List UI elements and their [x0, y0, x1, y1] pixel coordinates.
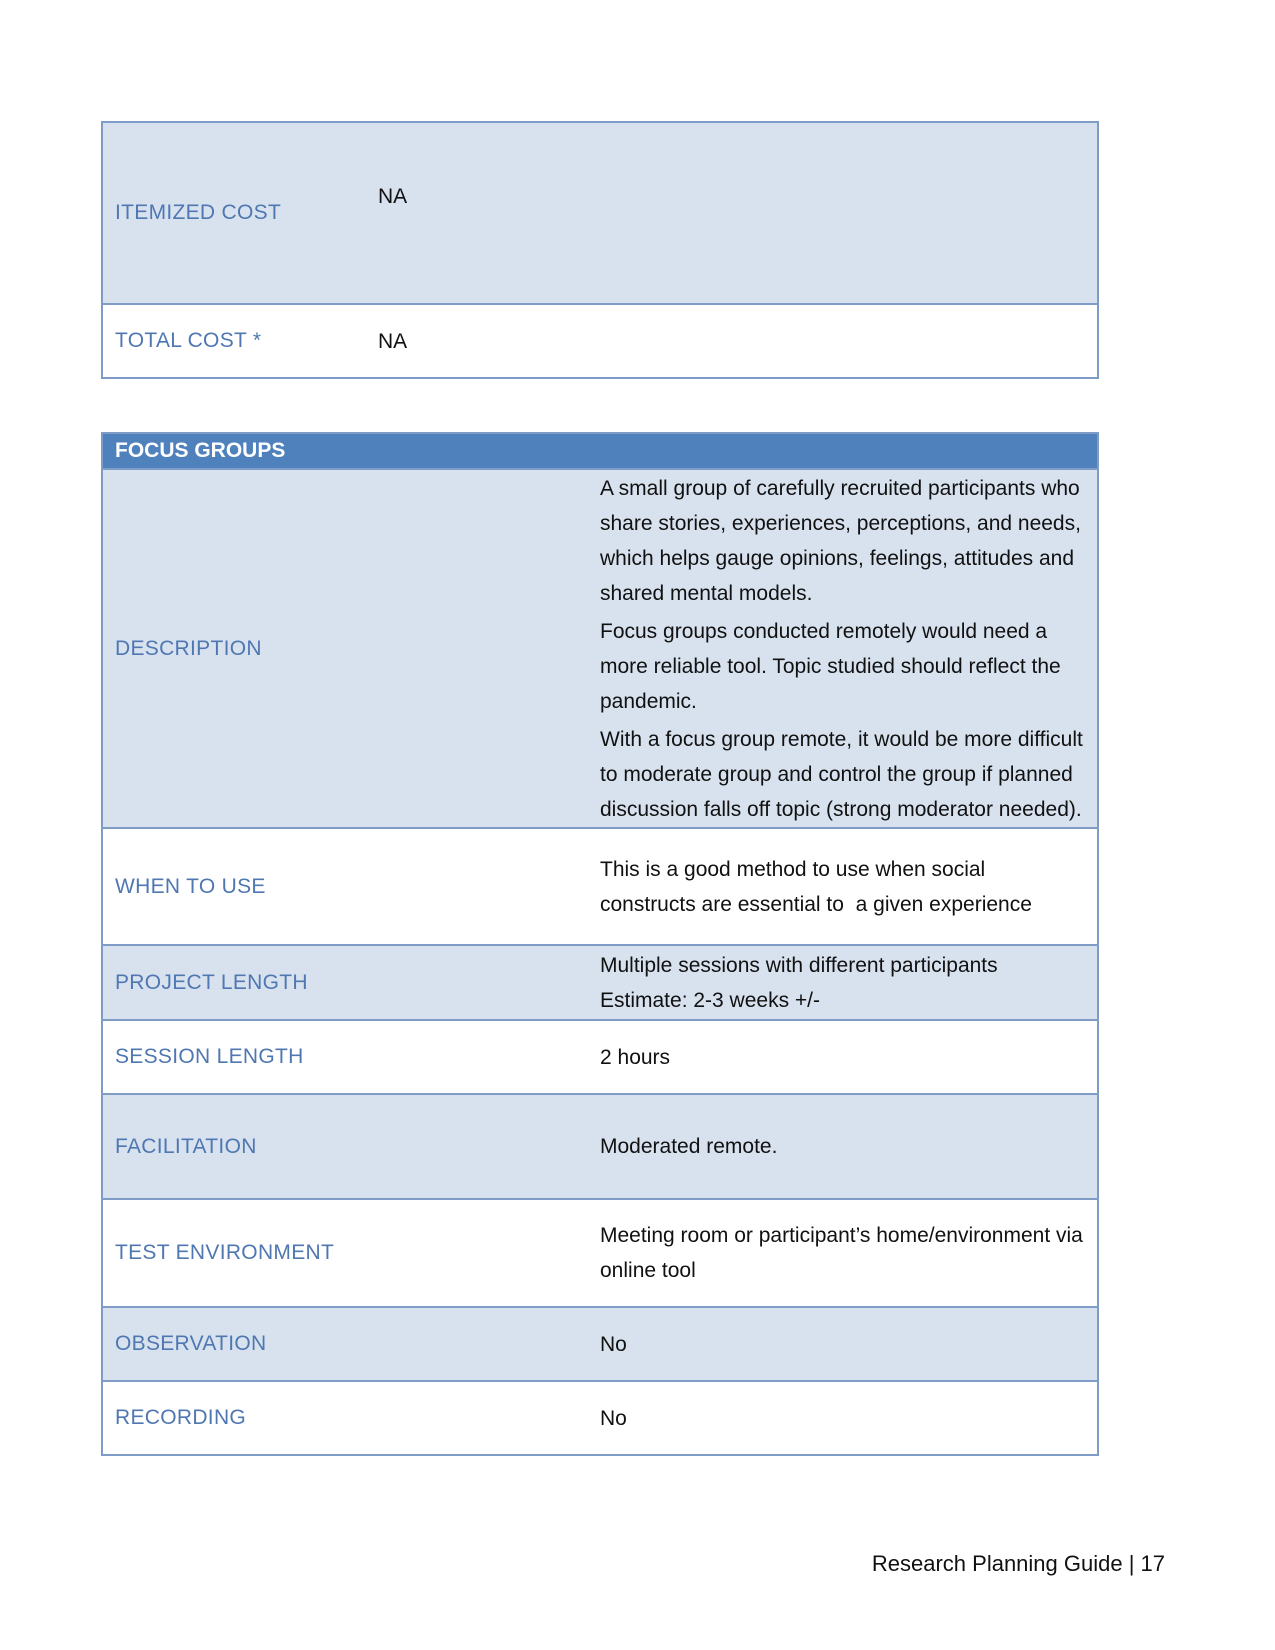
when-to-use-row: [102, 828, 1098, 945]
when-to-use-value: This is a good method to use when social constructs are essential to a given experience: [600, 828, 1098, 945]
focus-groups-heading: FOCUS GROUPS: [102, 433, 1098, 469]
session-length-value: 2 hours: [600, 1020, 1098, 1094]
facilitation-label: FACILITATION: [102, 1094, 600, 1199]
facilitation-row: [102, 1094, 1098, 1199]
observation-value: No: [600, 1307, 1098, 1381]
observation-row: [102, 1307, 1098, 1381]
focus-groups-table: [101, 432, 1099, 1456]
description-row: [102, 469, 1098, 828]
description-value: [600, 469, 1098, 828]
description-label: DESCRIPTION: [102, 469, 600, 828]
test-environment-row: [102, 1199, 1098, 1307]
description-paragraph: Focus groups conducted remotely would need a more reliable tool. Topic studied should reflect the pandemic.: [600, 620, 1061, 713]
facilitation-value: Moderated remote.: [600, 1094, 1098, 1199]
itemized-cost-row: [102, 122, 1098, 304]
cost-table: [101, 121, 1099, 379]
project-length-label: PROJECT LENGTH: [102, 945, 600, 1020]
project-length-row: [102, 945, 1098, 1020]
total-cost-value: NA: [378, 304, 1098, 378]
project-length-line: Multiple sessions with different participants: [600, 953, 998, 977]
total-cost-label: TOTAL COST *: [102, 304, 378, 378]
description-paragraph: A small group of carefully recruited participants who share stories, experiences, perceptions, and needs, which helps gauge opinions, feelings, attitudes and shared mental models.: [600, 477, 1081, 605]
description-paragraph: With a focus group remote, it would be more difficult to moderate group and control the group if planned discussion falls off topic (strong moderator needed).: [600, 728, 1083, 821]
total-cost-row: [102, 304, 1098, 378]
itemized-cost-label: ITEMIZED COST: [102, 122, 378, 304]
session-length-row: [102, 1020, 1098, 1094]
observation-label: OBSERVATION: [102, 1307, 600, 1381]
project-length-line: Estimate: 2-3 weeks +/-: [600, 988, 820, 1012]
recording-row: [102, 1381, 1098, 1455]
test-environment-value: Meeting room or participant’s home/environment via online tool: [600, 1199, 1098, 1307]
test-environment-label: TEST ENVIRONMENT: [102, 1199, 600, 1307]
focus-groups-header-row: [102, 433, 1098, 469]
recording-label: RECORDING: [102, 1381, 600, 1455]
session-length-label: SESSION LENGTH: [102, 1020, 600, 1094]
project-length-value: [600, 945, 1098, 1020]
itemized-cost-value: NA: [378, 122, 1098, 304]
when-to-use-label: WHEN TO USE: [102, 828, 600, 945]
page-footer: Research Planning Guide | 17: [871, 1551, 1165, 1576]
recording-value: No: [600, 1381, 1098, 1455]
